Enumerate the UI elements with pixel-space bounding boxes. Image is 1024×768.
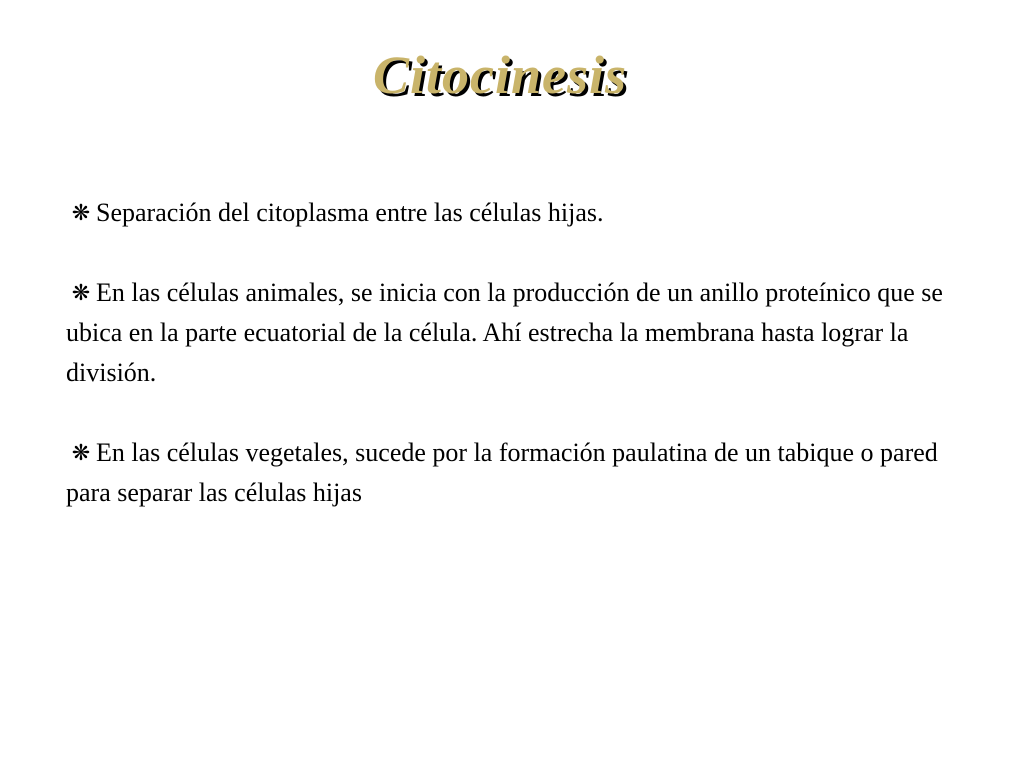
paragraph-text: Separación del citoplasma entre las células hijas.	[96, 198, 604, 227]
paragraph-text: En las células vegetales, sucede por la formación paulatina de un tabique o pared para separar las células hijas	[66, 438, 938, 507]
snowflake-bullet-icon: ❋	[71, 440, 91, 465]
paragraph-text: En las células animales, se inicia con la producción de un anillo proteínico que se ubica en la parte ecuatorial de la célula. Ahí estrecha la membrana hasta lograr la división.	[66, 278, 943, 387]
bullet-paragraph-2	[66, 273, 986, 393]
snowflake-bullet-icon: ❋	[71, 280, 91, 305]
slide-body	[66, 193, 986, 553]
snowflake-bullet-icon: ❋	[71, 200, 91, 225]
bullet-paragraph-3	[66, 433, 986, 513]
bullet-paragraph-1	[66, 193, 986, 233]
slide-title: Citocinesis	[372, 45, 628, 105]
